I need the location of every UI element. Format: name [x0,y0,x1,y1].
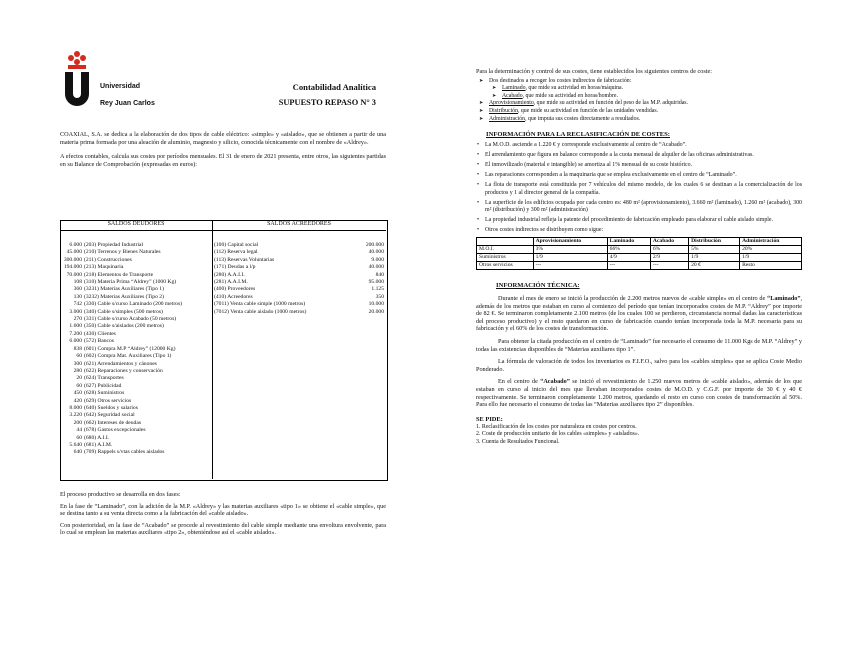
crown-icon [60,48,94,108]
debit-row [60,412,212,419]
debit-amount: 8.000 [69,404,82,411]
debit-amount: 194.000 [63,264,82,271]
cost-cell: 5% [689,245,740,253]
cost-cell: 1/9 [689,253,740,261]
bullet-icon: • [477,199,480,206]
centre-item-administracion: ➤ Administración, que imputa sus costes directamente a resultados. [479,115,641,122]
debit-row [60,309,212,316]
debit-amount: 838 [73,345,82,352]
tech-paragraph-4: En el centro de “Acabado” se inició el revestimiento de 1.250 nuevos metros de «cable aislado», además de los que estaban en curso al inicio del mes que llevaban incorporados costes de M.O.D. y C.G.F. por importe de 30 € y 40 € respectivamente. Se terminaron completamente 1.200 metros, quedando el resto en curso con costes de transformación al 50%. Para ello fue necesario el consumo de todas las “Materias auxiliares tipo 2” disponibles. [476,378,802,409]
debit-concept: (678) Gastos excepcionales [84,427,146,434]
process-paragraph-3: Con posterioridad, en la fase de “Acabado” se procede al revestimiento del cable simple mediante una envoltura envolvente, para lo cual se emplean las materias auxiliares «tipo 2», obteniéndose así el «cable aislado». [60,521,386,537]
indirect-costs-table [476,237,802,270]
credit-amount: 40.000 [368,249,384,256]
cost-cell: 3% [533,245,607,253]
credit-concept: (7011) Venta cable simple (1000 metros) [214,301,306,308]
debit-row [60,346,212,353]
credit-amount: 10.000 [368,301,384,308]
debit-concept: (331) Cable s/curso Acabado (50 metros) [84,316,177,323]
bullet-icon: • [477,142,480,149]
credit-concept: (171) Deudas a l/p [214,264,256,271]
process-paragraph-2: En la fase de “Laminado”, con la adición de la M.P. «Aldrey» y las materias auxiliares «tipo 1» se obtiene el «cable simple», que se destina tanto a su venta directa como a la fabricación del «cable aislado». [60,502,386,518]
debit-amount: 3.220 [69,412,82,419]
debit-row [60,383,212,390]
debit-concept: (680) A.I.I. [84,434,110,441]
cost-header-cell: Laminado [607,237,650,245]
reclass-item-3: • El inmovilizado (material e intangible) se amortiza al 1% mensual de su coste histórico. [477,162,693,169]
bullet-icon: • [477,152,480,159]
debit-row [60,257,212,264]
centre-item-laminado: ➤ Laminado, que mide su actividad en horas/máquina. [492,85,624,92]
debit-amount: 45.000 [66,249,82,256]
debit-concept: (709) Rappels s/vtas cables aislados [84,449,165,456]
credit-row [214,294,384,301]
centre-item-distribucion: ➤ Distribución, que mide su actividad en función de las unidades vendidas. [479,107,659,114]
credit-row [214,249,384,256]
debit-row [60,427,212,434]
debit-amount: 300 [73,360,82,367]
debit-amount: 130 [73,293,82,300]
debit-concept: (310) Materia Prima “Aldrey” (1000 Kg) [84,279,177,286]
debit-amount: 44 [76,427,82,434]
credit-concept: (112) Reserva legal [214,249,258,256]
right-column [476,68,802,446]
debit-row [60,249,212,256]
arrow-icon: ➤ [479,78,484,84]
cost-cell: 4/9 [607,253,650,261]
credit-list [214,242,384,316]
credit-row [214,279,384,286]
debit-row [60,264,212,271]
arrow-icon: ➤ [492,86,497,92]
debit-row [60,398,212,405]
credit-row [214,264,384,271]
debit-row [60,368,212,375]
credit-amount: 20.000 [368,308,384,315]
balance-divider [212,220,213,479]
tech-paragraph-1: Durante el mes de enero se inició la producción de 2.200 metros nuevos de «cable simple» en el centro de “Laminado”, además de los metros que estaban en curso al comienzo del período que tenían incorporados costes de M.P. “Aldrey” por importe de 82 €. Se terminaron completamente 2.100 metros (de los cuales 100 se perdieron, circunstancia normal dadas las características del proceso productivo) y el resto quedaron en curso de fabricación cuando tenían incorporada toda la M.P. necesaria para su fabricación y el 60% de los costes de transformación. [476,294,802,333]
credit-row [214,301,384,308]
cost-cell: --- [533,261,607,269]
balance-header-rule [60,230,386,231]
cost-table-row [477,245,802,253]
debit-header: SALDOS DEUDORES [107,221,165,227]
debit-concept: (629) Otros servicios [84,397,132,404]
questions-list [476,424,802,446]
debit-row [60,449,212,456]
tech-paragraph-3: La fórmula de valoración de todos los inventarios es F.I.F.O., salvo para los «cables simples» que se aplica Coste Medio Ponderado. [476,358,802,373]
process-paragraph-1: El proceso productivo se desarrolla en dos fases: [60,491,181,498]
debit-amount: 270 [73,316,82,323]
tech-heading: INFORMACIÓN TÉCNICA: [496,281,580,289]
credit-row [214,242,384,249]
bullet-icon: • [477,172,480,179]
debit-amount: 1.600 [69,323,82,330]
debit-amount: 6.000 [69,242,82,248]
cost-cell: 6% [650,245,688,253]
reclass-item-5: • La flota de transporte está constituida por 7 vehículos del mismo modelo, de los cuales 6 se destinan a la comercialización de los productos y 1 al director general de la compañía. [477,182,802,196]
debit-row [60,375,212,382]
cost-table-row [477,261,802,269]
bullet-icon: • [477,162,480,169]
bullet-icon: • [477,226,480,233]
debit-concept: (628) Suministros [84,390,125,397]
debit-concept: (572) Bancos [84,338,114,345]
debit-row [60,405,212,412]
centre-item-aprovisionamiento: ➤ Aprovisionamiento, que mide su actividad en función del peso de las M.P. adquiridas. [479,100,688,107]
subject-title: Contabilidad Analítica [292,82,376,92]
reclass-item-6: • La superficie de los edificios ocupada por cada centro es: 480 m² (aprovisionamiento), 3.660 m² (laminado), 1.260 m² (acabado), 300 m² (distribución) y 300 m² (administración) [477,199,802,213]
debit-concept: (602) Compra Mat. Auxiliares (Tipo 1) [84,353,172,360]
debit-amount: 6.000 [69,338,82,345]
debit-amount: 5.640 [69,441,82,448]
credit-amount: 9.000 [371,256,384,263]
debit-amount: 200 [73,419,82,426]
cost-cell: 20% [740,245,802,253]
intro-paragraph-1: COAXIAL, S.A. se dedica a la elaboración de dos tipos de cable eléctrico: «simple» y «aislado», que se obtienen a partir de una materia prima formada por una aleación de aluminio, magnesio y silicio, conocida técnicamente con el nombre de «Aldrey». [60,131,386,146]
credit-concept: (400) Proveedores [214,286,256,293]
debit-concept: (330) Cable s/curso Laminado (200 metros) [84,301,183,308]
arrow-icon: ➤ [479,108,484,114]
question-item: 1. Reclasificación de los costes por naturaleza en costes por centros. [476,423,637,430]
cost-header-cell: Distribución [689,237,740,245]
debit-amount: 300.000 [63,256,82,263]
tech-paragraph-2: Para obtener la citada producción en el centro de “Laminado” fue necesario el consumo de 11.000 Kgs de M.P. “Aldrey” y todas las existencias disponibles de “Materias auxiliares tipo 1”. [476,337,802,353]
credit-amount: 95.000 [368,279,384,286]
debit-concept: (203) Propiedad Industrial [84,242,144,248]
questions-heading: SE PIDE: [476,415,503,423]
cost-cell: Otros servicios [477,261,534,269]
debit-amount: 742 [73,301,82,308]
cost-cell: 1/9 [740,253,802,261]
university-name-line1: Universidad [100,83,141,90]
credit-amount: 350 [375,293,384,300]
debit-amount: 450 [73,390,82,397]
debit-amount: 70.000 [66,271,82,278]
arrow-icon: ➤ [492,93,497,99]
exam-title: SUPUESTO REPASO N° 3 [278,98,376,107]
reclass-item-7: • La propiedad industrial refleja la patente del procedimiento de fabricación empleado para elaborar el cable aislado simple. [477,216,774,223]
debit-concept: (627) Publicidad [84,382,122,389]
cost-header-cell: Acabado [650,237,688,245]
cost-cell: 1/9 [533,253,607,261]
university-logo [60,48,94,108]
credit-concept: (113) Reservas Voluntarias [214,256,275,263]
bullet-icon: • [477,182,480,189]
debit-amount: 3.000 [69,308,82,315]
reclass-item-2: • El arrendamiento que figura en balance corresponde a la cuota mensual de alquiler de las oficinas administrativas. [477,152,754,159]
debit-row [60,390,212,397]
credit-amount: 840 [375,271,384,278]
debit-row [60,338,212,345]
intro-section [60,131,386,168]
cost-cell: 20 € [689,261,740,269]
credit-concept: (281) A.A.I.M. [214,279,248,286]
cost-cell: Suministros [477,253,534,261]
credit-concept: (100) Capital social [214,242,259,248]
debit-amount: 20 [76,375,82,382]
debit-amount: 108 [73,279,82,286]
debit-amount: 420 [73,397,82,404]
bullet-icon: • [477,216,480,223]
debit-concept: (622) Reparaciones y conservación [84,367,163,374]
centre-item-indirect: ➤ Dos destinados a recoger los costes indirectos de fabricación: [479,77,632,84]
debit-concept: (218) Elementos de Transporte [84,271,154,278]
cost-table-header-row [477,237,802,245]
question-item: 3. Cuenta de Resultados Funcional. [476,438,560,445]
arrow-icon: ➤ [479,101,484,107]
credit-amount: 1.125 [371,286,384,293]
debit-amount: 60 [76,382,82,389]
credit-amount: 200.000 [365,242,384,248]
debit-concept: (3232) Materias Auxiliares (Tipo 2) [84,293,164,300]
debit-list [60,242,212,457]
cost-cell: M.O.I. [477,245,534,253]
debit-amount: 7.200 [69,330,82,337]
credit-row [214,257,384,264]
debit-concept: (601) Compra M.P “Aldrey” (12000 Kg) [84,345,176,352]
reclass-item-4: • Las reparaciones corresponden a la maquinaria que se emplea exclusivamente en el centro de “Laminado”. [477,172,737,179]
debit-concept: (350) Cable s/aislados (200 metros) [84,323,164,330]
debit-concept: (210) Terrenos y Bienes Naturales [84,249,161,256]
cost-header-cell: Administración [740,237,802,245]
cost-cell: Resto [740,261,802,269]
cost-header-cell [477,237,534,245]
debit-row [60,361,212,368]
centres-intro: Para la determinación y control de sus costes, tiene establecidos los siguientes centros de coste: [476,68,712,75]
centres-list [476,78,802,124]
debit-amount: 640 [73,449,82,456]
debit-row [60,272,212,279]
intro-paragraph-2: A efectos contables, calcula sus costes por períodos mensuales. El 31 de enero de 2021 presenta, entre otros, las siguientes partidas en su Balance de Comprobación (expresadas en euros): [60,153,386,168]
debit-row [60,323,212,330]
debit-concept: (681) A.I.M. [84,441,113,448]
cost-cell: --- [650,261,688,269]
debit-row [60,331,212,338]
question-item: 2. Coste de producción unitario de los cables «simples» y «aislados». [476,431,640,438]
debit-concept: (662) Intereses de deudas [84,419,142,426]
debit-concept: (640) Sueldos y salarios [84,404,138,411]
debit-row [60,286,212,293]
reclass-list [476,142,802,234]
reclass-heading: INFORMACIÓN PARA LA RECLASIFICACIÓN DE COSTES: [486,131,670,139]
credit-concept: (7012) Venta cable aislado (1000 metros) [214,308,307,315]
credit-amount: 40.000 [368,264,384,271]
credit-row [214,286,384,293]
debit-row [60,353,212,360]
debit-concept: (211) Construcciones [84,256,132,263]
credit-row [214,309,384,316]
debit-amount: 60 [76,434,82,441]
credit-row [214,272,384,279]
arrow-icon: ➤ [479,116,484,122]
debit-concept: (213) Maquinaria [84,264,124,271]
debit-concept: (642) Seguridad social [84,412,135,419]
university-name-line2: Rey Juan Carlos [100,100,155,107]
debit-concept: (3231) Materias Auxiliares (Tipo 1) [84,286,164,293]
cost-cell: --- [607,261,650,269]
reclass-item-8: • Otros costes indirectos se distribuyen como sigue: [477,226,604,233]
debit-amount: 360 [73,286,82,293]
debit-amount: 60 [76,353,82,360]
credit-concept: (410) Acreedores [214,293,253,300]
cost-cell: 66% [607,245,650,253]
cost-cell: 2/9 [650,253,688,261]
centre-item-acabado: ➤ Acabado, que mide su actividad en horas/hombre. [492,92,618,99]
debit-concept: (621) Arrendamientos y cánones [84,360,157,367]
debit-row [60,301,212,308]
debit-concept: (624) Transportes [84,375,124,382]
process-section [60,491,386,537]
credit-concept: (280) A.A.I.I. [214,271,245,278]
debit-amount: 280 [73,367,82,374]
cost-table-row [477,253,802,261]
cost-header-cell: Aprovisionamiento [533,237,607,245]
debit-concept: (430) Clientes [84,330,116,337]
debit-row [60,435,212,442]
reclass-item-1: • La M.O.D. asciende a 1.220 € y corresponde exclusivamente al centro de “Acabado”. [477,142,687,149]
debit-concept: (340) Cable s/simples (500 metros) [84,308,163,315]
credit-header: SALDOS ACREEDORES [267,221,331,227]
